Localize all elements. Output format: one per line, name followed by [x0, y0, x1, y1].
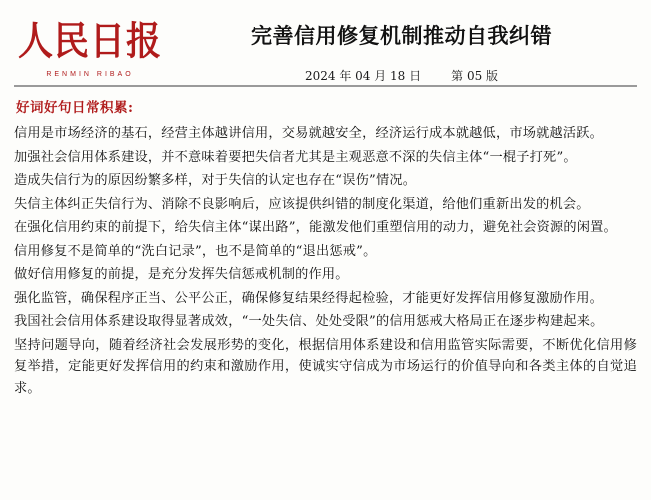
paragraph: 在强化信用约束的前提下，给失信主体“谋出路”，能激发他们重塑信用的动力，避免社会资源的闲置。	[14, 220, 617, 235]
headline-block	[166, 18, 637, 84]
logo-pinyin: RENMIN RIBAO	[46, 70, 134, 78]
page-title: 完善信用修复机制推动自我纠错	[251, 23, 552, 48]
byline	[305, 67, 498, 84]
paragraph: 信用修复不是简单的“洗白记录”，也不是简单的“退出惩戒”。	[14, 243, 377, 259]
publish-date: 2024 年 04 月 18 日	[304, 69, 422, 83]
edition-label: 第 05 版	[451, 69, 499, 83]
paragraph: 失信主体纠正失信行为、消除不良影响后，应该提供纠错的制度化渠道，给他们重新出发的机会。	[14, 196, 590, 212]
newspaper-logo	[14, 18, 166, 78]
masthead	[14, 0, 637, 83]
header-divider	[14, 85, 637, 87]
article-body	[14, 123, 637, 399]
logo-title: 人民日报	[17, 18, 162, 65]
section-title: 好词好句日常积累:	[16, 100, 134, 116]
paragraph: 我国社会信用体系建设取得显著成效，“一处失信、处处受限”的信用惩戒大格局正在逐步构建起来。	[14, 314, 604, 329]
paragraph: 信用是市场经济的基石，经营主体越讲信用，交易就越安全，经济运行成本就越低，市场就越活跃。	[14, 126, 604, 141]
paragraph: 做好信用修复的前提，是充分发挥失信惩戒机制的作用。	[14, 267, 349, 282]
paragraph: 坚持问题导向，随着经济社会发展形势的变化，根据信用体系建设和信用监管实际需要，不断优化信用修复举措，定能更好发挥信用的约束和激励作用，使诚实守信成为市场运行的价值导向和各类主体的自觉追求。	[14, 337, 637, 396]
paragraph: 加强社会信用体系建设，并不意味着要把失信者尤其是主观恶意不深的失信主体“一棍子打死”。	[14, 149, 577, 165]
paragraph: 强化监管，确保程序正当、公平公正，确保修复结果经得起检验，才能更好发挥信用修复激励作用。	[14, 290, 604, 306]
paragraph: 造成失信行为的原因纷繁多样，对于失信的认定也存在“误伤”情况。	[14, 173, 417, 188]
